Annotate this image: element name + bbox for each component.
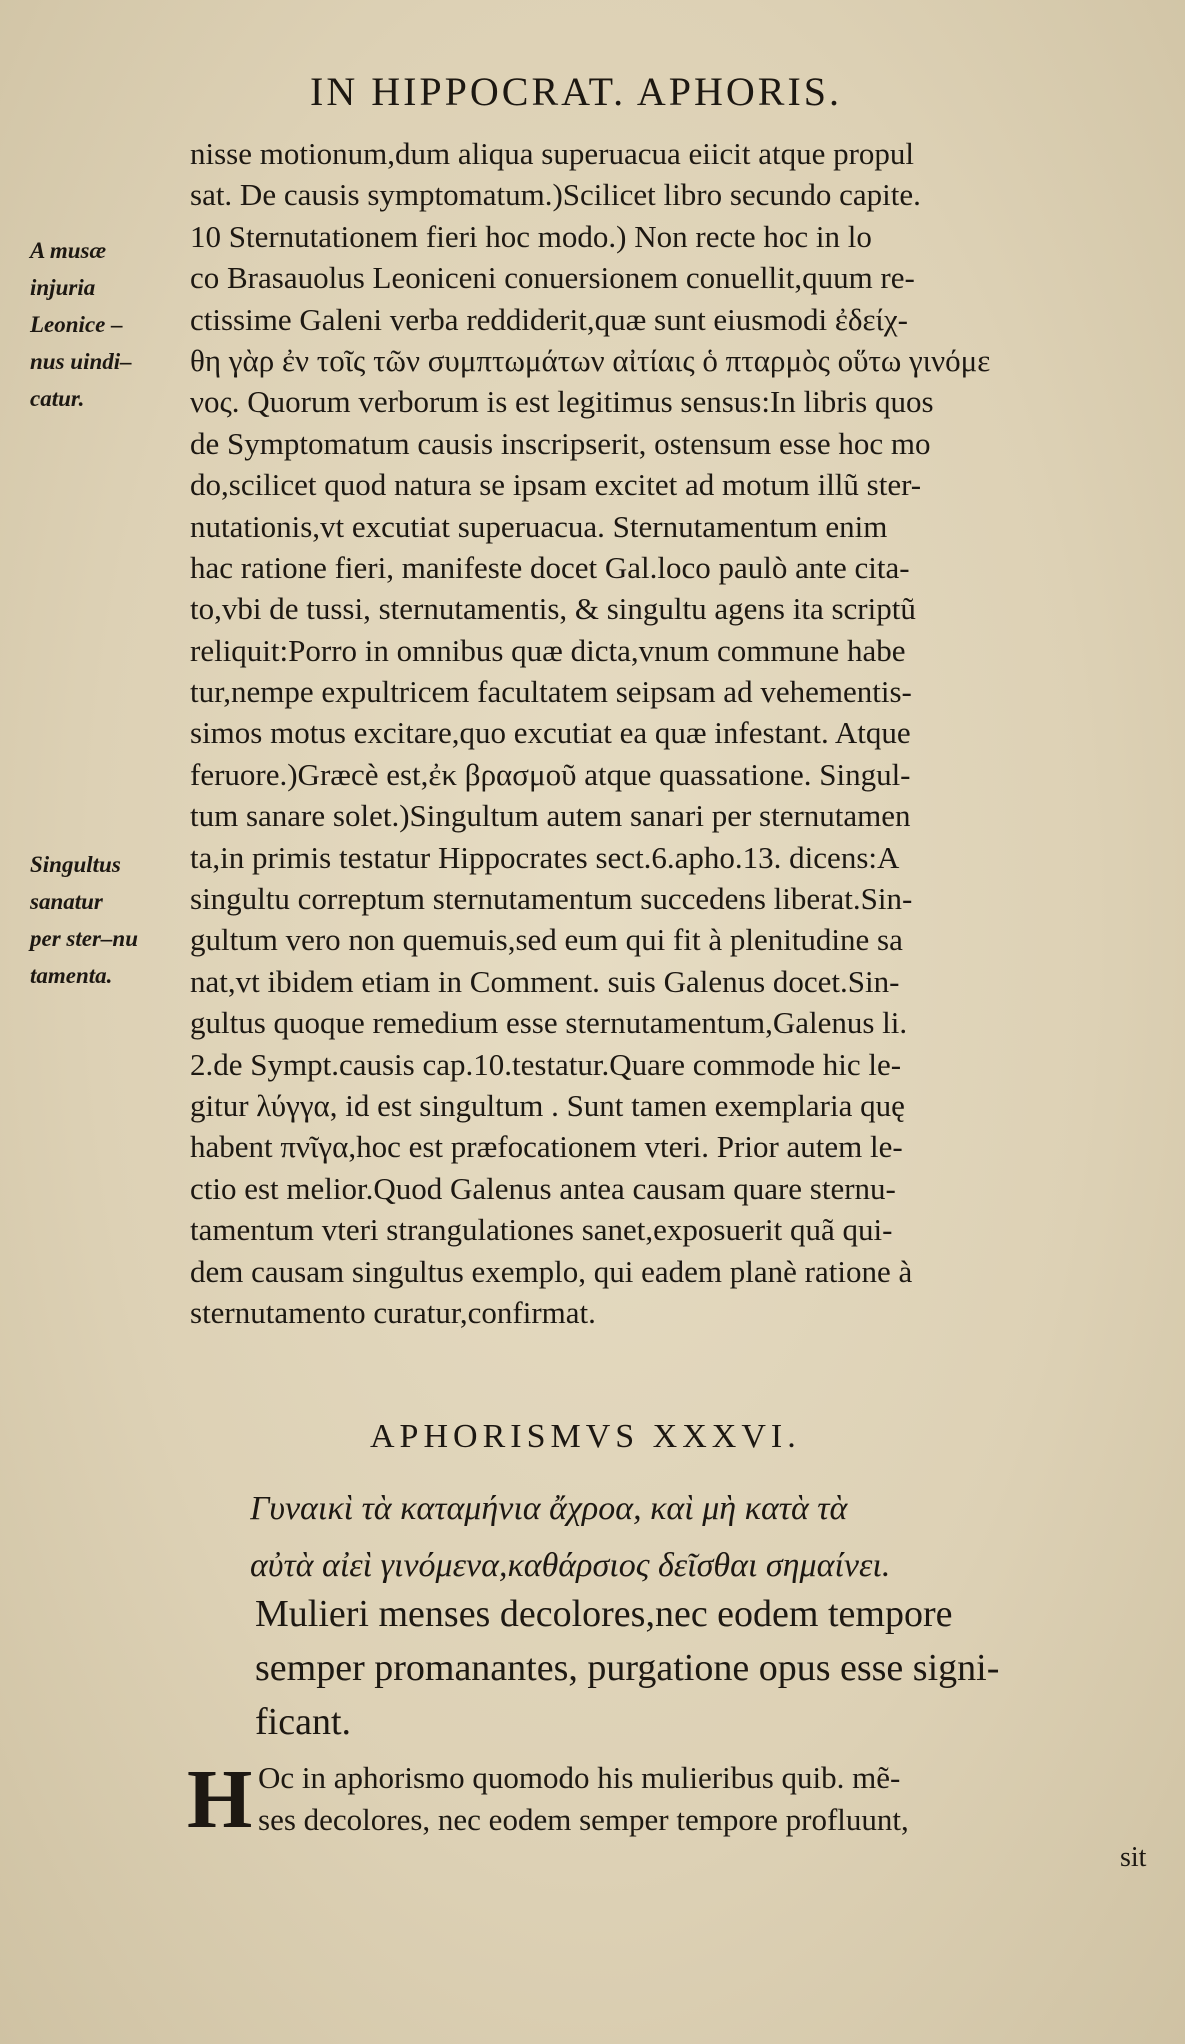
margin-note-line: tamenta. xyxy=(30,963,113,988)
text-line: hac ratione fieri, manifeste docet Gal.loco paulò ante cita- xyxy=(190,549,910,585)
margin-note-line: catur. xyxy=(30,386,85,411)
aphorism-heading: APHORISMVS XXXVI. xyxy=(370,1418,801,1455)
text-line: νος. Quorum verborum is est legitimus sensus:In libris quos xyxy=(190,384,934,420)
margin-note-line: A musæ xyxy=(30,238,107,263)
running-head: IN HIPPOCRAT. APHORIS. xyxy=(310,69,843,114)
text-line: gultus quoque remedium esse sternutamentum,Galenus li. xyxy=(190,1005,908,1041)
commentary-block xyxy=(258,1757,1143,1841)
commentary-line: Oc in aphorismo quomodo his mulieribus quib. mẽ- xyxy=(258,1760,901,1795)
text-line: 10 Sternutationem fieri hoc modo.) Non recte hoc in lo xyxy=(190,218,872,254)
text-line: nat,vt ibidem etiam in Comment. suis Galenus docet.Sin- xyxy=(190,963,900,999)
greek-aphorism xyxy=(250,1480,1150,1594)
greek-line: αὐτὰ αἰεὶ γινόμενα,καθάρσιος δεῖσθαι σημαίνει. xyxy=(250,1547,891,1584)
text-line: to,vbi de tussi, sternutamentis, & singultu agens ita scriptũ xyxy=(190,591,916,627)
text-line: nutationis,vt excutiat superuacua. Sternutamentum enim xyxy=(190,508,888,544)
margin-note-line: nus uindi– xyxy=(30,349,132,374)
text-line: ctio est melior.Quod Galenus antea causam quare sternu- xyxy=(190,1170,896,1206)
text-line: nisse motionum,dum aliqua superuacua eiicit atque propul xyxy=(190,136,915,171)
margin-note-1 xyxy=(30,232,132,417)
text-line: θη γὰρ ἐν τοῖς τῶν συμπτωμάτων αἰτίαις ὁ πταρμὸς οὕτω γινόμε xyxy=(190,342,991,378)
text-line: tum sanare solet.)Singultum autem sanari per sternutamen xyxy=(190,798,911,834)
text-line: sat. De causis symptomatum.)Scilicet libro secundo capite. xyxy=(190,177,921,213)
text-line: 2.de Sympt.causis cap.10.testatur.Quare commode hic le- xyxy=(190,1046,902,1082)
text-line: de Symptomatum causis inscripserit, ostensum esse hoc mo xyxy=(190,425,931,461)
text-line: do,scilicet quod natura se ipsam excitet ad motum illũ ster- xyxy=(190,467,922,503)
margin-note-2 xyxy=(30,846,138,994)
margin-note-line: Leonice – xyxy=(30,312,123,337)
margin-note-line: Singultus xyxy=(30,852,121,877)
text-line: gitur λύγγα, id est singultum . Sunt tamen exemplaria quę xyxy=(190,1087,905,1123)
text-line: gultum vero non quemuis,sed eum qui fit à plenitudine sa xyxy=(190,922,903,958)
text-line: habent πνῖγα,hoc est præfocationem vteri. Prior autem le- xyxy=(190,1129,903,1165)
text-line: dem causam singultus exemplo, qui eadem planè ratione à xyxy=(190,1253,913,1289)
margin-note-line: per ster–nu xyxy=(30,926,138,951)
margin-note-line: sanatur xyxy=(30,889,103,914)
text-line: tur,nempe expultricem facultatem seipsam ad vehementis- xyxy=(190,674,912,710)
text-line: tamentum vteri strangulationes sanet,exposuerit quã qui- xyxy=(190,1212,893,1248)
text-line: ta,in primis testatur Hippocrates sect.6.apho.13. dicens:A xyxy=(190,839,900,875)
main-text-block xyxy=(190,133,1140,1333)
drop-cap: H xyxy=(187,1753,253,1846)
text-line: simos motus excitare,quo excutiat ea quæ infestant. Atque xyxy=(190,715,911,751)
text-line: ctissime Galeni verba reddiderit,quæ sunt eiusmodi ἐδείχ- xyxy=(190,301,908,337)
text-line: co Brasauolus Leoniceni conuersionem conuellit,quum re- xyxy=(190,260,915,296)
greek-line: Γυναικὶ τὰ καταμήνια ἄχροα, καὶ μὴ κατὰ τὰ xyxy=(250,1490,848,1527)
latin-line: semper promanantes, purgatione opus esse signi- xyxy=(255,1647,1000,1689)
margin-note-line: injuria xyxy=(30,275,96,300)
text-line: reliquit:Porro in omnibus quæ dicta,vnum commune habe xyxy=(190,632,906,668)
text-line: feruore.)Græcè est,ἐκ βρασμοῦ atque quassatione. Singul- xyxy=(190,756,911,792)
text-line: singultu correptum sternutamentum succedens liberat.Sin- xyxy=(190,881,913,917)
latin-line: ficant. xyxy=(255,1701,352,1743)
catchword: sit xyxy=(1120,1842,1147,1873)
text-line: sternutamento curatur,confirmat. xyxy=(190,1294,596,1330)
latin-line: Mulieri menses decolores,nec eodem tempore xyxy=(255,1593,953,1635)
latin-aphorism xyxy=(255,1587,1145,1749)
commentary-line: ses decolores, nec eodem semper tempore profluunt, xyxy=(258,1802,909,1837)
